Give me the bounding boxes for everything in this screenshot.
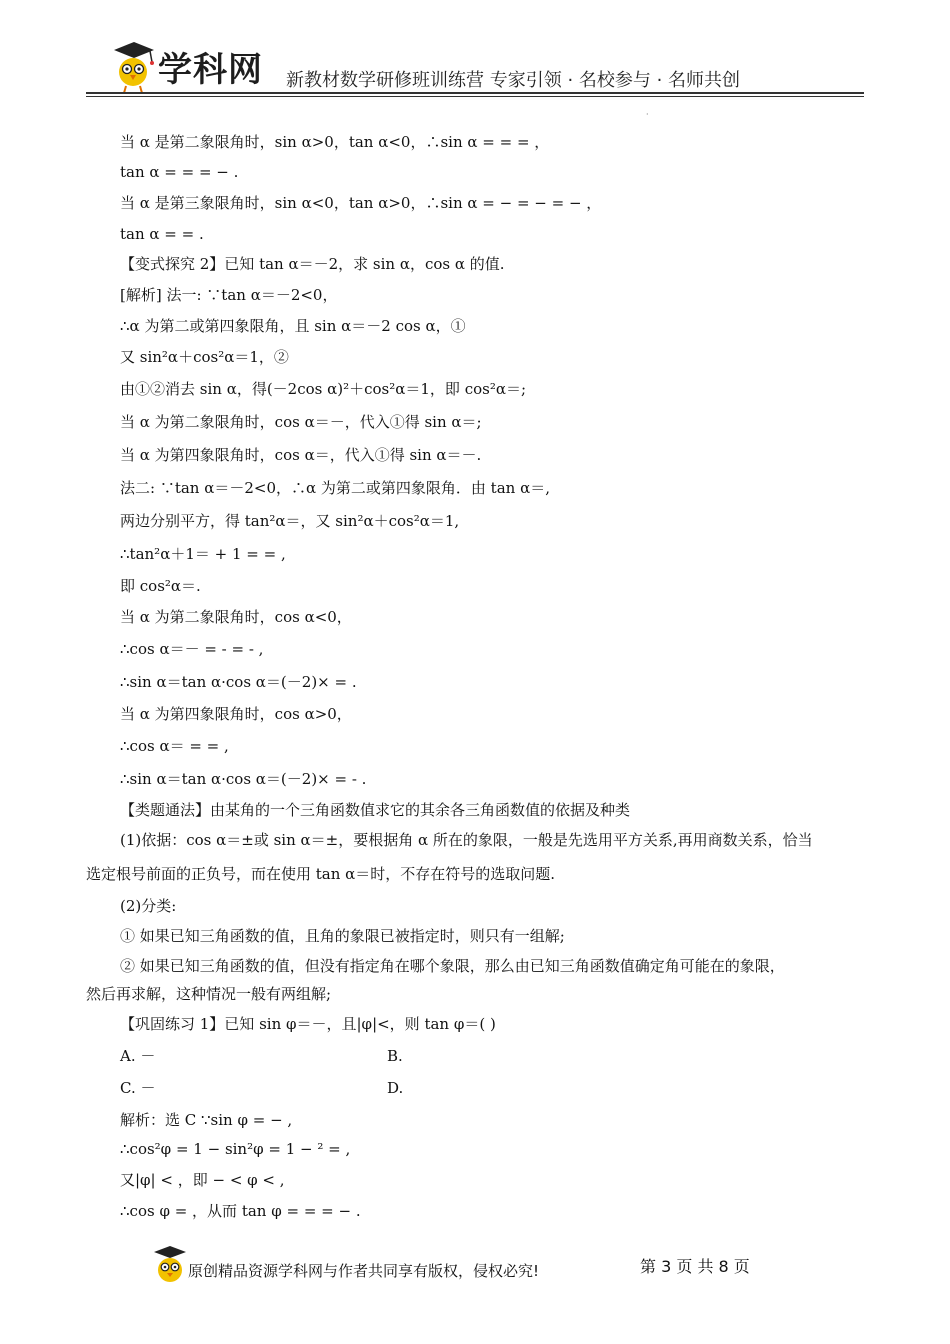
text-line: ② 如果已知三角函数的值，但没有指定角在哪个象限，那么由已知三角函数值确定角可能在的象限，	[120, 957, 785, 975]
text-line: 当 α 是第三象限角时，sin α<0，tan α>0，∴sin α = − = − = − ，	[120, 194, 602, 212]
text-line: 当 α 是第二象限角时，sin α>0，tan α<0，∴sin α = = = ，	[120, 133, 550, 151]
logo-text: 学科网	[158, 50, 263, 90]
text-line: (1)依据：cos α＝±或 sin α＝±，要根据角 α 所在的象限，一般是先选用平方关系,再用商数关系，恰当	[120, 831, 813, 849]
option-b: B.	[387, 1047, 403, 1065]
text-line: 法二: ∵tan α＝－2<0，∴α 为第二或第四象限角．由 tan α＝,	[120, 479, 550, 497]
copyright-notice: 原创精品资源学科网与作者共同享有版权，侵权必究!	[188, 1262, 540, 1280]
text-line: 即 cos²α＝.	[120, 577, 201, 595]
section-heading: 【变式探究 2】已知 tan α＝－2，求 sin α，cos α 的值.	[120, 255, 505, 273]
text-line: 解析：选 C ∵sin φ = − ,	[120, 1111, 293, 1129]
text-line: ∴sin α＝tan α·cos α＝(－2)× = - .	[120, 770, 367, 788]
text-line: 又|φ| < ，即 − < φ < ,	[120, 1171, 285, 1189]
exercise-heading: 【巩固练习 1】已知 sin φ＝－，且|φ|<，则 tan φ＝( )	[120, 1015, 496, 1033]
text-line: ∴cos²φ = 1 − sin²φ = 1 − ² = ,	[120, 1140, 351, 1158]
text-line: ① 如果已知三角函数的值，且角的象限已被指定时，则只有一组解;	[120, 927, 565, 945]
text-line: (2)分类:	[120, 897, 177, 915]
page-number: 第 3 页 共 8 页	[640, 1257, 750, 1276]
stray-mark: ·	[646, 110, 649, 119]
text-line: ∴cos α＝ = = ,	[120, 737, 229, 755]
option-c: C. －	[120, 1079, 156, 1097]
text-line: 当 α 为第四象限角时，cos α＝，代入①得 sin α＝－.	[120, 446, 482, 464]
text-line: [解析] 法一: ∵tan α＝－2<0，	[120, 286, 338, 304]
text-line: 当 α 为第四象限角时，cos α>0，	[120, 705, 352, 723]
text-line: 然后再求解，这种情况一般有两组解;	[86, 985, 332, 1003]
text-line: tan α = = = − .	[120, 163, 239, 181]
mascot-icon	[150, 1244, 190, 1288]
option-a: A. －	[120, 1047, 156, 1065]
text-line: 又 sin²α＋cos²α＝1，②	[120, 348, 289, 366]
header-slogan: 新教材数学研修班训练营 专家引领 · 名校参与 · 名师共创	[286, 70, 741, 91]
text-line: 由①②消去 sin α，得(－2cos α)²＋cos²α＝1，即 cos²α＝;	[120, 380, 527, 398]
text-line: 两边分别平方，得 tan²α＝，又 sin²α＋cos²α＝1,	[120, 512, 460, 530]
text-line: 当 α 为第二象限角时，cos α<0，	[120, 608, 352, 626]
text-line: ∴sin α＝tan α·cos α＝(－2)× = .	[120, 673, 357, 691]
text-line: ∴cos α＝－ = - = - ,	[120, 640, 264, 658]
section-heading: 【类题通法】由某角的一个三角函数值求它的其余各三角函数值的依据及种类	[120, 801, 631, 819]
text-line: 选定根号前面的正负号，而在使用 tan α＝时，不存在符号的选取问题.	[86, 865, 556, 883]
text-line: ∴α 为第二或第四象限角，且 sin α＝－2 cos α，①	[120, 317, 466, 335]
text-line: ∴cos φ = ，从而 tan φ = = = − .	[120, 1202, 361, 1220]
page-footer	[150, 1244, 790, 1290]
option-d: D.	[387, 1079, 404, 1097]
text-line: 当 α 为第二象限角时，cos α＝－，代入①得 sin α＝;	[120, 413, 482, 431]
text-line: ∴tan²α＋1＝ + 1 = = ,	[120, 545, 286, 563]
text-line: tan α = = .	[120, 225, 204, 243]
